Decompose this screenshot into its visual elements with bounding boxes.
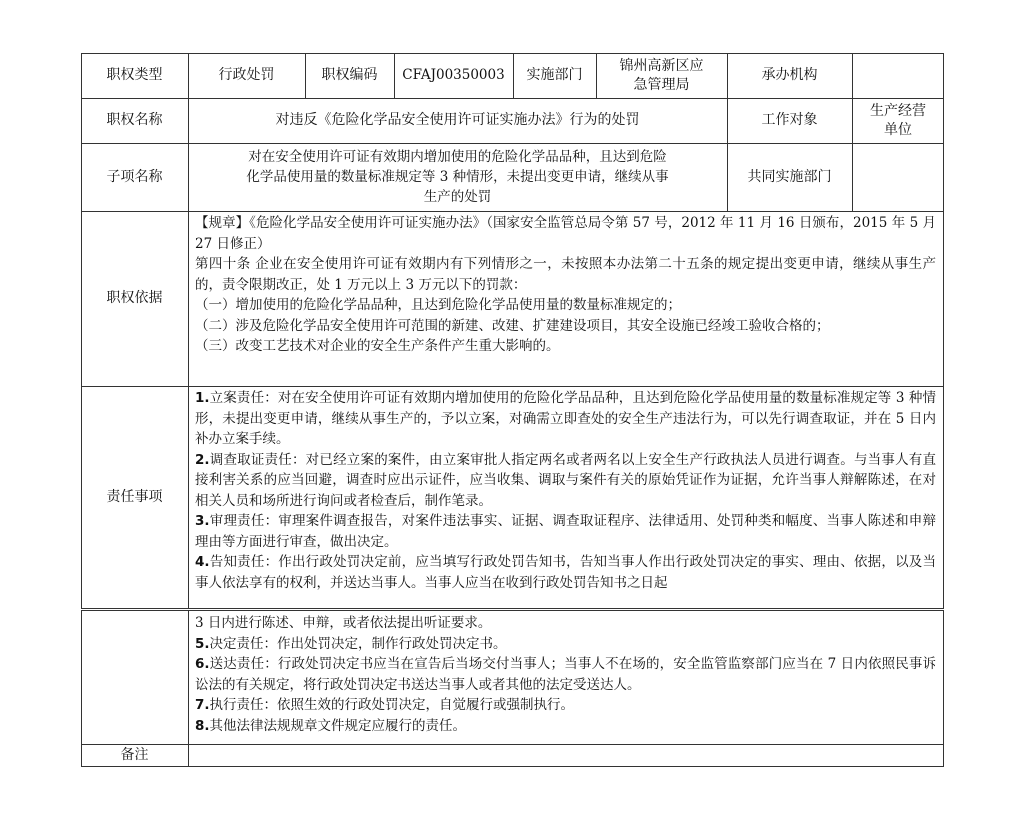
duty-item [195, 613, 936, 634]
row-divider [81, 386, 944, 387]
duty-number: 5. [195, 635, 210, 652]
duty-item [195, 388, 936, 450]
subitem-line: 生产的处罚 [423, 189, 492, 205]
duty-number: 7. [195, 697, 210, 713]
duty-text: 审理责任：审理案件调查报告，对案件违法事实、证据、调查取证程序、法律适用、处罚种类和幅度、当事人陈述和申辩理由等方面进行审查，做出决定。 [195, 513, 936, 550]
duty-number: 4. [195, 554, 210, 570]
duty-text: 立案责任：对在安全使用许可证有效期内增加使用的危险化学品品种，且达到危险化学品使用量的数量标准规定等 3 种情形，未提出变更申请，继续从事生产的，予以立案，对确需立即查处的安全生产违法行为，可以先行调查取证，并在 5 日内补办立案手续。 [195, 390, 936, 447]
remarks-label: 备注 [120, 747, 149, 763]
duty-text: 其他法律法规规章文件规定应履行的责任。 [209, 717, 467, 734]
code-value: CFAJ00350003 [402, 67, 505, 83]
dept-value-line: 锦州高新区应 [619, 57, 704, 74]
basis-paragraph: （一）增加使用的危险化学品品种，且达到危险化学品使用量的数量标准规定的； [195, 297, 681, 313]
basis-label: 职权依据 [106, 290, 163, 306]
subitem-line: 化学品使用量的数量标准规定等 3 种情形，未提出变更申请，继续从事 [246, 169, 669, 185]
target-label: 工作对象 [761, 112, 818, 128]
duty-number: 2. [195, 451, 210, 468]
duty-item [195, 450, 936, 512]
duties-continued-text [188, 613, 942, 743]
agency-value [852, 53, 944, 98]
duty-item [195, 716, 936, 737]
duty-text: 3 日内进行陈述、申辩，或者依法提出听证要求。 [195, 615, 492, 631]
target-value [852, 98, 944, 143]
dept-label: 实施部门 [526, 67, 583, 83]
duty-item [195, 511, 936, 552]
basis-paragraph: （二）涉及危险化学品安全使用许可范围的新建、改建、扩建建设项目，其安全设施已经竣工验收合格的； [195, 317, 830, 334]
duties-label: 责任事项 [106, 489, 163, 505]
target-value-line: 生产经营 [870, 102, 926, 119]
duty-item [195, 634, 936, 655]
dept-value [596, 53, 727, 98]
name-label: 职权名称 [106, 112, 163, 128]
duties-text [188, 388, 942, 606]
subitem-value [188, 143, 727, 211]
duty-item [195, 695, 936, 716]
duty-item [195, 654, 936, 695]
duty-text: 调查取证责任：对已经立案的案件，由立案审批人指定两名或者两名以上安全生产行政执法人员进行调查。与当事人有直接利害关系的应当回避，调查时应出示证件，应当收集、调取与案件有关的原始凭证作为证据，允许当事人辩解陈述，在对相关人员和场所进行询问或者检查后，制作笔录。 [195, 451, 936, 509]
joint-dept-value [852, 143, 944, 211]
duty-number: 8. [195, 717, 210, 734]
code-label: 职权编码 [321, 67, 378, 83]
joint-dept-label: 共同实施部门 [747, 168, 832, 185]
basis-paragraph: 【规章】《危险化学品安全使用许可证实施办法》（国家安全监管总局令第 57 号，2012 年 11 月 16 日颁布，2015 年 5 月 27 日修正） [195, 215, 936, 252]
duty-number: 1. [195, 390, 210, 406]
duty-number: 3. [195, 513, 210, 529]
duty-text: 执行责任：依照生效的行政处罚决定，自觉履行或强制执行。 [209, 697, 575, 713]
basis-paragraph: （三）改变工艺技术对企业的安全生产条件产生重大影响的。 [195, 338, 560, 354]
remarks-value [188, 744, 944, 767]
name-value: 对违反《危险化学品安全使用许可证实施办法》行为的处罚 [275, 112, 640, 128]
duty-text: 决定责任：作出处罚决定，制作行政处罚决定书。 [209, 635, 507, 652]
duty-text: 送达责任：行政处罚决定书应当在宣告后当场交付当事人；当事人不在场的，安全监管监察部门应当在 7 日内依照民事诉讼法的有关规定，将行政处罚决定书送达当事人或者其他的法定受送达人。 [195, 656, 936, 693]
type-label: 职权类型 [106, 67, 163, 83]
duty-text: 告知责任：作出行政处罚决定前，应当填写行政处罚告知书，告知当事人作出行政处罚决定的事实、理由、依据，以及当事人依法享有的权利，并送达当事人。当事人应当在收到行政处罚告知书之日起 [195, 554, 936, 591]
type-value: 行政处罚 [218, 67, 275, 83]
duty-number: 6. [195, 656, 210, 672]
duty-item [195, 552, 936, 593]
basis-text [188, 213, 942, 386]
row-divider [81, 211, 944, 212]
target-value-line: 单位 [884, 121, 912, 138]
agency-label: 承办机构 [761, 67, 818, 83]
dept-value-line: 急管理局 [633, 76, 690, 93]
subitem-line: 对在安全使用许可证有效期内增加使用的危险化学品品种，且达到危险 [248, 149, 667, 165]
subitem-label: 子项名称 [106, 168, 163, 185]
basis-paragraph: 第四十条 企业在安全使用许可证有效期内有下列情形之一，未按照本办法第二十五条的规定提出变更申请，继续从事生产的，责令限期改正，处 1 万元以上 3 万元以下的罚款： [195, 256, 936, 293]
